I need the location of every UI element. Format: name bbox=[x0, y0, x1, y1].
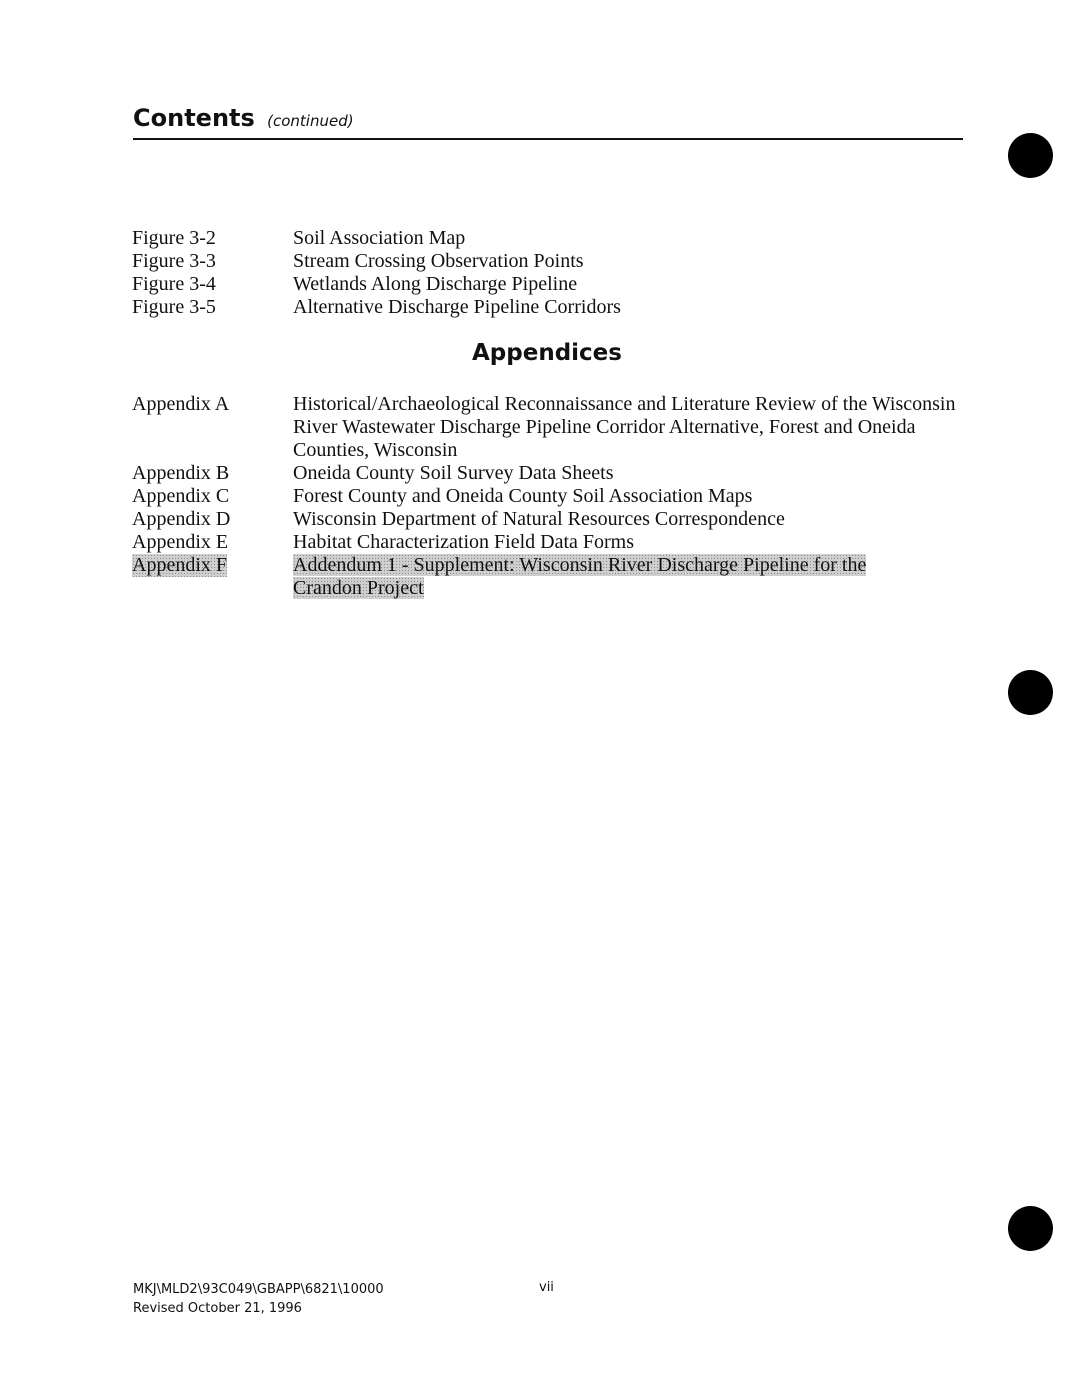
page-title: Contents bbox=[133, 104, 255, 132]
appendix-label: Appendix F bbox=[132, 554, 227, 576]
figure-title: Alternative Discharge Pipeline Corridors bbox=[293, 296, 621, 318]
appendix-label: Appendix E bbox=[132, 531, 229, 553]
figure-label: Figure 3-5 bbox=[132, 296, 216, 318]
appendix-title: Addendum 1 - Supplement: Wisconsin River Discharge Pipeline for the Crandon Project bbox=[293, 554, 867, 599]
appendix-label: Appendix D bbox=[132, 508, 231, 530]
appendix-title: Historical/Archaeological Reconnaissance and Literature Review of the Wisconsin River Wastewater Discharge Pipeline Corridor Alternative, Forest and Oneida Counties, Wisconsin bbox=[293, 393, 956, 461]
appendix-title: Habitat Characterization Field Data Forms bbox=[293, 531, 635, 553]
appendix-title-wrapper bbox=[293, 554, 913, 600]
appendix-title: Wisconsin Department of Natural Resources Correspondence bbox=[293, 508, 785, 530]
page-number: vii bbox=[539, 1280, 554, 1295]
appendix-label: Appendix B bbox=[132, 462, 230, 484]
document-path: MKJ\MLD2\93C049\GBAPP\6821\10000 bbox=[133, 1282, 384, 1297]
figure-label: Figure 3-3 bbox=[132, 250, 216, 272]
header-rule bbox=[133, 138, 963, 140]
figure-title: Soil Association Map bbox=[293, 227, 466, 249]
appendices-heading: Appendices bbox=[472, 340, 622, 366]
figure-title: Stream Crossing Observation Points bbox=[293, 250, 584, 272]
appendix-label: Appendix C bbox=[132, 485, 230, 507]
figure-label: Figure 3-4 bbox=[132, 273, 216, 295]
appendix-label: Appendix A bbox=[132, 393, 230, 415]
page-subtitle: (continued) bbox=[267, 112, 354, 130]
figure-title: Wetlands Along Discharge Pipeline bbox=[293, 273, 578, 295]
figure-label: Figure 3-2 bbox=[132, 227, 216, 249]
revision-date: Revised October 21, 1996 bbox=[133, 1301, 302, 1316]
page-header bbox=[133, 104, 354, 132]
punch-hole-icon bbox=[1008, 133, 1053, 178]
punch-hole-icon bbox=[1008, 670, 1053, 715]
appendix-title: Oneida County Soil Survey Data Sheets bbox=[293, 462, 614, 484]
punch-hole-icon bbox=[1008, 1206, 1053, 1251]
footer-info bbox=[133, 1280, 384, 1318]
appendix-title: Forest County and Oneida County Soil Association Maps bbox=[293, 485, 753, 507]
